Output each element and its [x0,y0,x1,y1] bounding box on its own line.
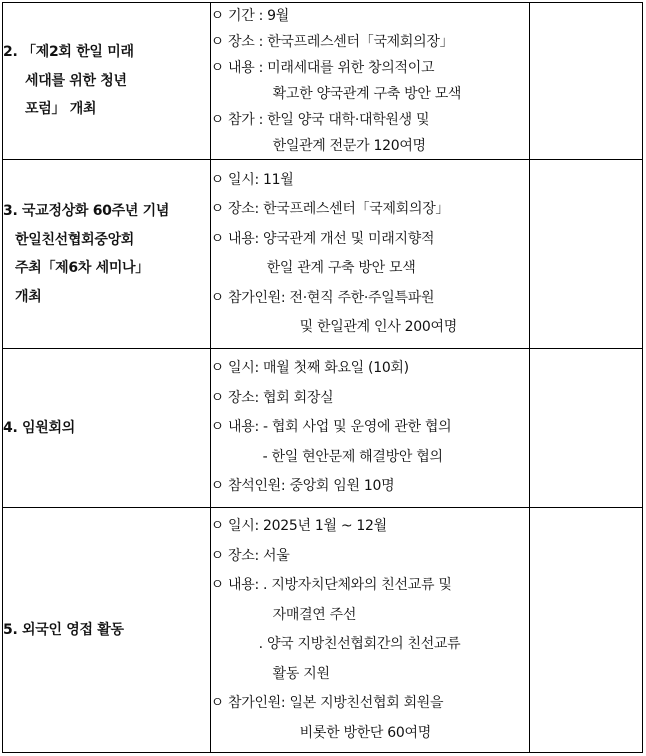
row-note-cell [529,349,642,508]
detail-line: 활동 지원 [272,665,330,682]
row-detail-cell [210,349,529,508]
detail-line: ㅇ 내용: 양국관계 개선 및 미래지향적 [210,230,435,247]
row-note-cell [529,3,642,160]
detail-line: ㅇ 내용: . 지방자치단체와의 친선교류 및 [210,577,452,593]
detail-line: 및 한일관계 인사 200여명 [299,319,457,335]
row-title-line: 2. 「제2회 한일 미래 [3,44,134,61]
row-title-cell [3,160,211,349]
detail-line: ㅇ 내용 : 미래세대를 위한 창의적이고 [210,60,435,76]
row-title-line: 3. 국교정상화 60주년 기념 [3,203,170,219]
row-detail-cell [210,160,529,349]
detail-line: 비롯한 방한단 60여명 [299,724,431,741]
table-row [3,160,643,349]
row-title-line: 개최 [15,288,42,305]
detail-line: ㅇ 참가인원: 전·현직 주한·주일특파원 [210,289,435,306]
row-detail-cell [210,508,529,753]
row-title-line: 세대를 위한 청년 [25,72,127,89]
detail-line: ㅇ 장소: 협회 회장실 [210,389,334,406]
detail-line: ㅇ 장소 : 한국프레스센터「국제회의장」 [210,34,454,50]
detail-line: ㅇ 일시: 11월 [210,171,294,188]
table-row [3,508,643,753]
row-title-line: 5. 외국인 영접 활동 [3,621,124,638]
row-title-line: 4. 임원회의 [3,419,75,436]
detail-line: ㅇ 일시: 매월 첫째 화요일 (10회) [210,360,409,377]
detail-line: ㅇ 참가인원: 일본 지방친선협회 회원을 [210,695,444,711]
table-row [3,349,643,508]
row-title-cell [3,3,211,160]
row-title-line: 주최「제6차 세미나」 [15,260,149,276]
detail-line: - 한일 현안문제 해결방안 협의 [262,448,443,465]
row-detail-cell [210,3,529,160]
detail-line: 한일 관계 구축 방안 모색 [266,260,416,276]
detail-line: ㅇ 참석인원: 중앙회 임원 10명 [210,478,395,495]
row-title-cell [3,349,211,508]
detail-line: ㅇ 기간 : 9월 [210,8,290,24]
business-plan-table [2,2,643,753]
detail-line: ㅇ 내용: - 협회 사업 및 운영에 관한 협의 [210,419,452,436]
detail-line: . 양국 지방친선협회간의 친선교류 [258,636,461,652]
row-title-line: 한일친선협회중앙회 [15,231,135,248]
detail-line: ㅇ 장소: 한국프레스센터「국제회의장」 [210,201,450,217]
row-note-cell [529,508,642,753]
row-title-cell [3,508,211,753]
table-row [3,3,643,160]
detail-line: 한일관계 전문가 120여명 [272,138,426,154]
detail-line: ㅇ 장소: 서울 [210,547,290,564]
row-title-line: 포럼」 개최 [25,101,97,118]
detail-line: 자매결연 주선 [272,606,357,623]
detail-line: ㅇ 참가 : 한일 양국 대학·대학원생 및 [210,112,430,128]
detail-line: ㅇ 일시: 2025년 1월 ~ 12월 [210,518,387,534]
detail-line: 확고한 양국관계 구축 방안 모색 [272,86,462,102]
row-note-cell [529,160,642,349]
